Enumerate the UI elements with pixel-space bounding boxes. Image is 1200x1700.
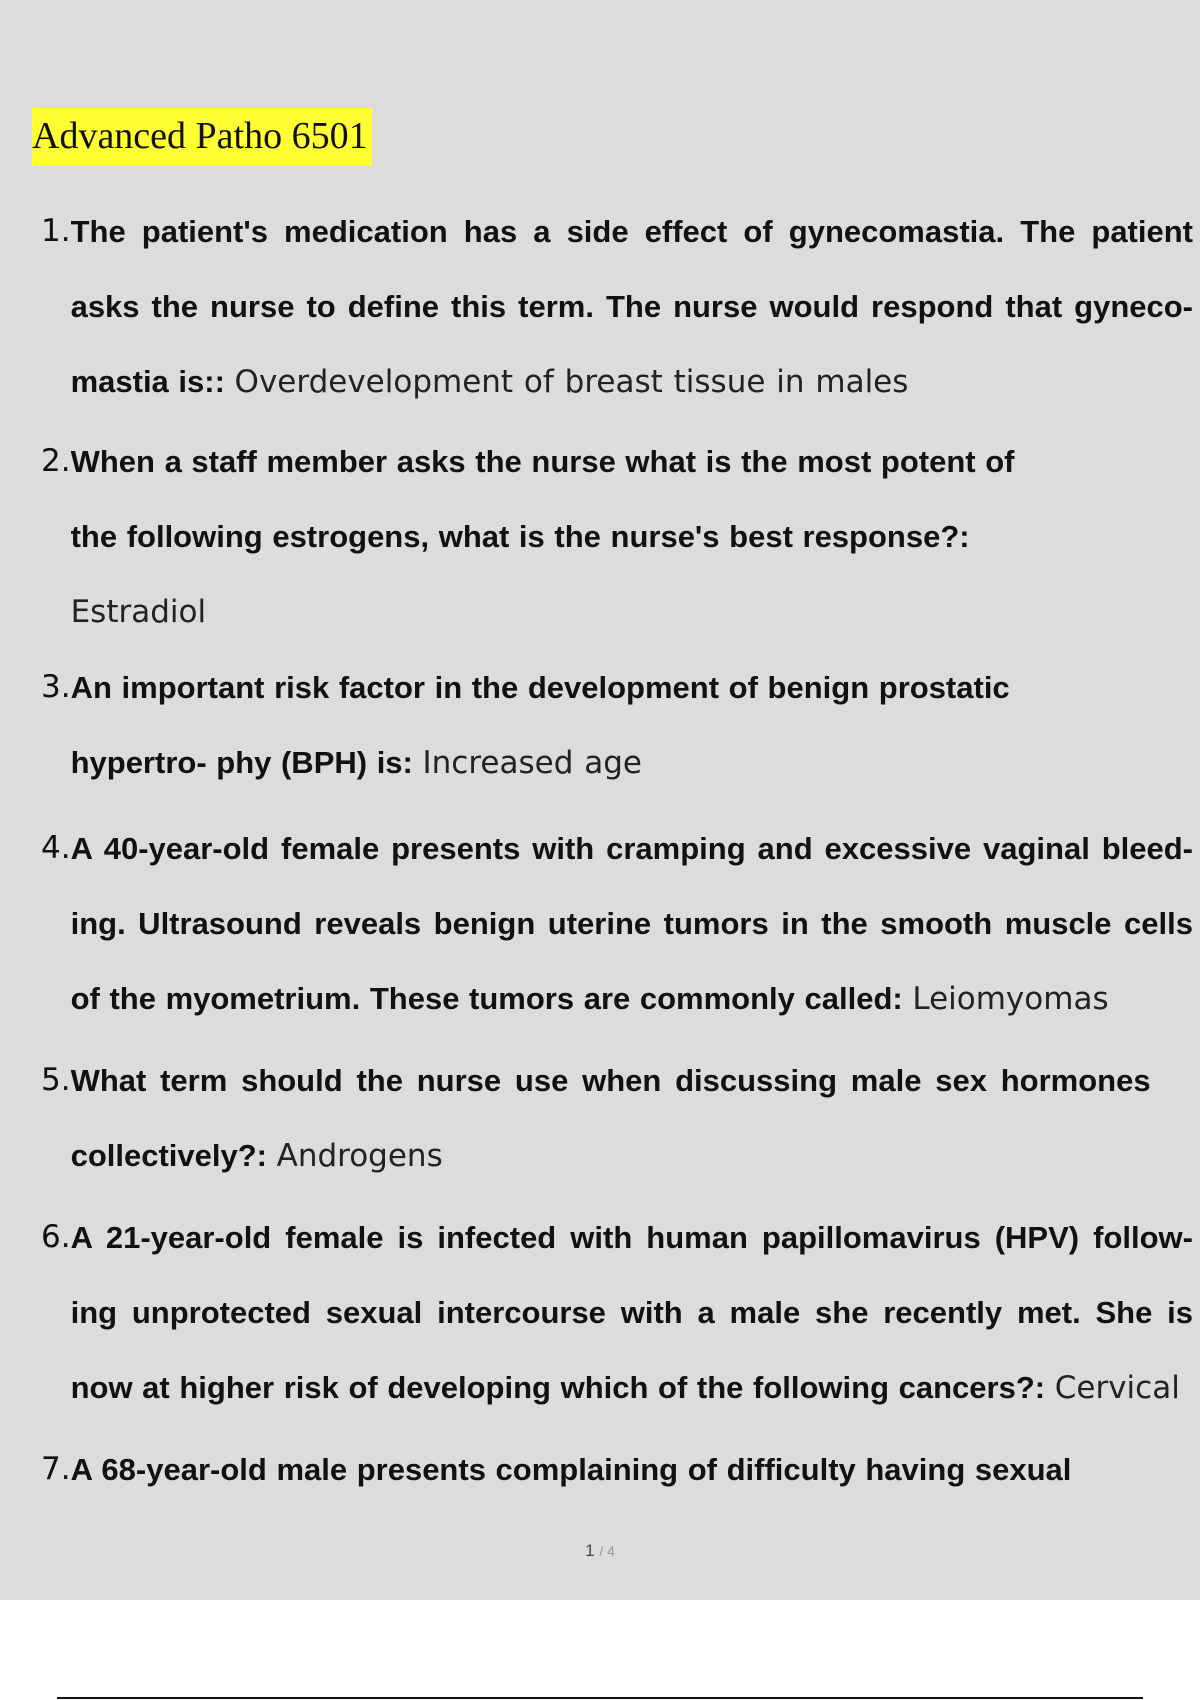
page-indicator xyxy=(0,1541,1200,1561)
question-answer: Overdevelopment of breast tissue in males xyxy=(234,364,909,400)
question-answer: Estradiol xyxy=(70,594,207,630)
question-text xyxy=(71,194,1193,420)
question-prompt: The patient's medication has a side effect of gynecomastia. The patient asks the nurse to define this term. The nurse would respond that gyneco- mastia is:: xyxy=(70,214,1193,399)
question-text xyxy=(71,1432,1193,1507)
question-prompt: When a staff member asks the nurse what is the most potent of the following estrogens, what is the nurse's best response?: xyxy=(70,444,1015,554)
question-prompt: A 68-year-old male presents complaining of difficulty having sexual xyxy=(70,1452,1072,1487)
question-number: 6. xyxy=(41,1219,71,1255)
question-text xyxy=(71,650,1031,801)
question-text xyxy=(71,424,1031,650)
question-number: 4. xyxy=(41,830,71,866)
page-current: 1 xyxy=(585,1541,595,1560)
next-page-divider xyxy=(57,1697,1143,1699)
question-item xyxy=(41,650,1193,801)
question-answer: Cervical xyxy=(1054,1370,1180,1406)
question-text xyxy=(71,1200,1193,1426)
question-number: 2. xyxy=(41,443,71,479)
question-prompt: A 40-year-old female presents with cramping and excessive vaginal bleed- ing. Ultrasound reveals benign uterine tumors in the smooth muscle cells of the myometrium. These tumors are commonly called: xyxy=(70,831,1193,1016)
question-item xyxy=(41,194,1193,420)
question-text xyxy=(71,811,1193,1037)
question-item xyxy=(41,1432,1193,1507)
question-prompt: An important risk factor in the development of benign prostatic hypertro- phy (BPH) is: xyxy=(70,670,1010,780)
question-prompt: What term should the nurse use when discussing male sex hormones collectively?: xyxy=(70,1063,1151,1173)
question-answer: Androgens xyxy=(276,1138,443,1174)
question-answer: Increased age xyxy=(422,745,642,781)
question-item xyxy=(41,1043,1193,1194)
question-answer: Leiomyomas xyxy=(912,981,1109,1017)
question-item xyxy=(41,1200,1193,1426)
question-number: 3. xyxy=(41,669,71,705)
question-list xyxy=(41,194,1193,1507)
question-number: 1. xyxy=(41,213,71,249)
question-number: 7. xyxy=(41,1451,71,1487)
question-prompt: A 21-year-old female is infected with human papillomavirus (HPV) follow- ing unprotected sexual intercourse with a male she recently met. She is now at higher risk of developing which of the following cancers?: xyxy=(70,1220,1193,1405)
question-item xyxy=(41,811,1193,1037)
question-number: 5. xyxy=(41,1062,71,1098)
question-text xyxy=(71,1043,1151,1194)
question-item xyxy=(41,424,1193,650)
document-title: Advanced Patho 6501 xyxy=(32,108,372,166)
page-total: / 4 xyxy=(599,1543,615,1559)
